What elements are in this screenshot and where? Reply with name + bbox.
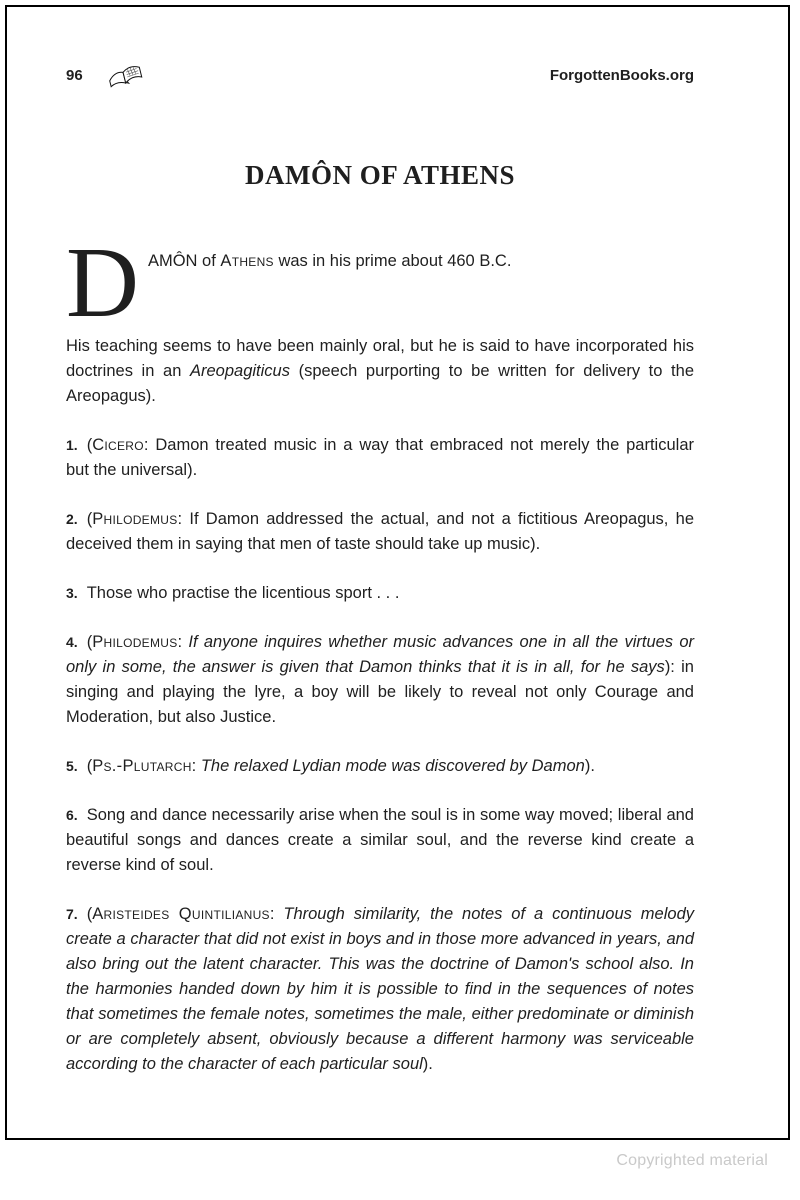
text-segment-normal: (	[86, 436, 93, 454]
text-segment-normal: : If Damon addressed the actual, and not a fictitious Areopagus, he deceived them in saying that men of taste should take up music).	[66, 510, 694, 553]
copyright-notice: Copyrighted material	[616, 1152, 768, 1169]
intro-paragraph	[66, 334, 694, 409]
passage-7	[66, 902, 694, 1077]
text-segment-smallcaps: Aristeides Quintilianus	[92, 905, 270, 923]
header-left	[66, 60, 145, 90]
text-segment-normal: :	[191, 757, 201, 775]
text-segment-normal: (	[86, 510, 93, 528]
text-segment-normal: :	[177, 633, 189, 651]
text-segment-smallcaps: Cicero	[92, 436, 144, 454]
passages	[66, 334, 694, 1077]
text-segment-normal: (	[86, 757, 93, 775]
passage-number: 4.	[66, 634, 78, 650]
text-segment-normal: (	[86, 905, 93, 923]
passage-2	[66, 507, 694, 557]
passage-number: 2.	[66, 511, 78, 527]
text-segment-normal: ).	[422, 1055, 433, 1073]
site-name: ForgottenBooks.org	[549, 66, 694, 84]
page-number: 96	[66, 66, 83, 84]
text-segment-normal: :	[269, 905, 284, 923]
text-segment-normal: (speech purporting to be written for delivery to the Areopagus).	[66, 362, 694, 405]
text-segment-normal: ): in singing and playing the lyre, a boy will be likely to reveal not only Courage and Moderation, but also Justice.	[66, 658, 694, 726]
text-segment-normal: His teaching seems to have been mainly oral, but he is said to have incorporated his doctrines in an	[66, 337, 694, 380]
page-header	[66, 60, 694, 90]
lead-line	[148, 244, 511, 272]
passage-number: 3.	[66, 585, 78, 601]
passage-number: 5.	[66, 758, 78, 774]
text-segment-normal: AMÔN of	[147, 252, 221, 270]
passage-number: 7.	[66, 906, 78, 922]
lead-paragraph	[66, 226, 694, 338]
page-content	[66, 0, 694, 1077]
text-segment-normal: (	[86, 633, 93, 651]
text-segment-smallcaps: Philodemus	[92, 633, 178, 651]
drop-cap: D	[66, 226, 139, 338]
passage-number: 1.	[66, 437, 78, 453]
passage-6	[66, 803, 694, 878]
text-segment-italic: The relaxed Lydian mode was discovered by Damon	[200, 757, 585, 775]
text-segment-normal: ).	[584, 757, 595, 775]
text-segment-normal: : Damon treated music in a way that embraced not merely the particular but the universal).	[66, 436, 694, 479]
passage-3	[66, 581, 694, 606]
text-segment-smallcaps: Ps.-Plutarch	[92, 757, 192, 775]
text-segment-normal: was in his prime about 460 B.C.	[273, 252, 512, 270]
passage-5	[66, 754, 694, 779]
text-segment-italic: Areopagiticus	[189, 362, 290, 380]
passage-number: 6.	[66, 807, 78, 823]
text-segment-italic: If anyone inquires whether music advances one in all the virtues or only in some, the answer is given that Damon thinks that it is in all, for he says	[66, 633, 694, 676]
passage-4	[66, 630, 694, 730]
text-segment-normal: Song and dance necessarily arise when the soul is in some way moved; liberal and beautiful songs and dances create a similar soul, and the reverse kind create a reverse kind of soul.	[66, 806, 694, 874]
text-segment-italic: Through similarity, the notes of a continuous melody create a character that did not exist in boys and in those more advanced in years, and also bring out the latent character. This was the doctrine of Damon's school also. In the harmonies handed down by him it is possible to find in the sequences of notes that sometimes the female notes, sometimes the male, either predominate or diminish or are completely absent, obviously because a different harmony was serviceable according to the character of each particular soul	[66, 905, 694, 1073]
text-segment-smallcaps: Athens	[220, 252, 274, 270]
passage-1	[66, 433, 694, 483]
text-segment-smallcaps: Philodemus	[92, 510, 178, 528]
page-title: DAMÔN OF ATHENS	[244, 160, 515, 190]
text-segment-normal: Those who practise the licentious sport . . .	[86, 584, 400, 602]
open-book-icon	[105, 60, 145, 90]
